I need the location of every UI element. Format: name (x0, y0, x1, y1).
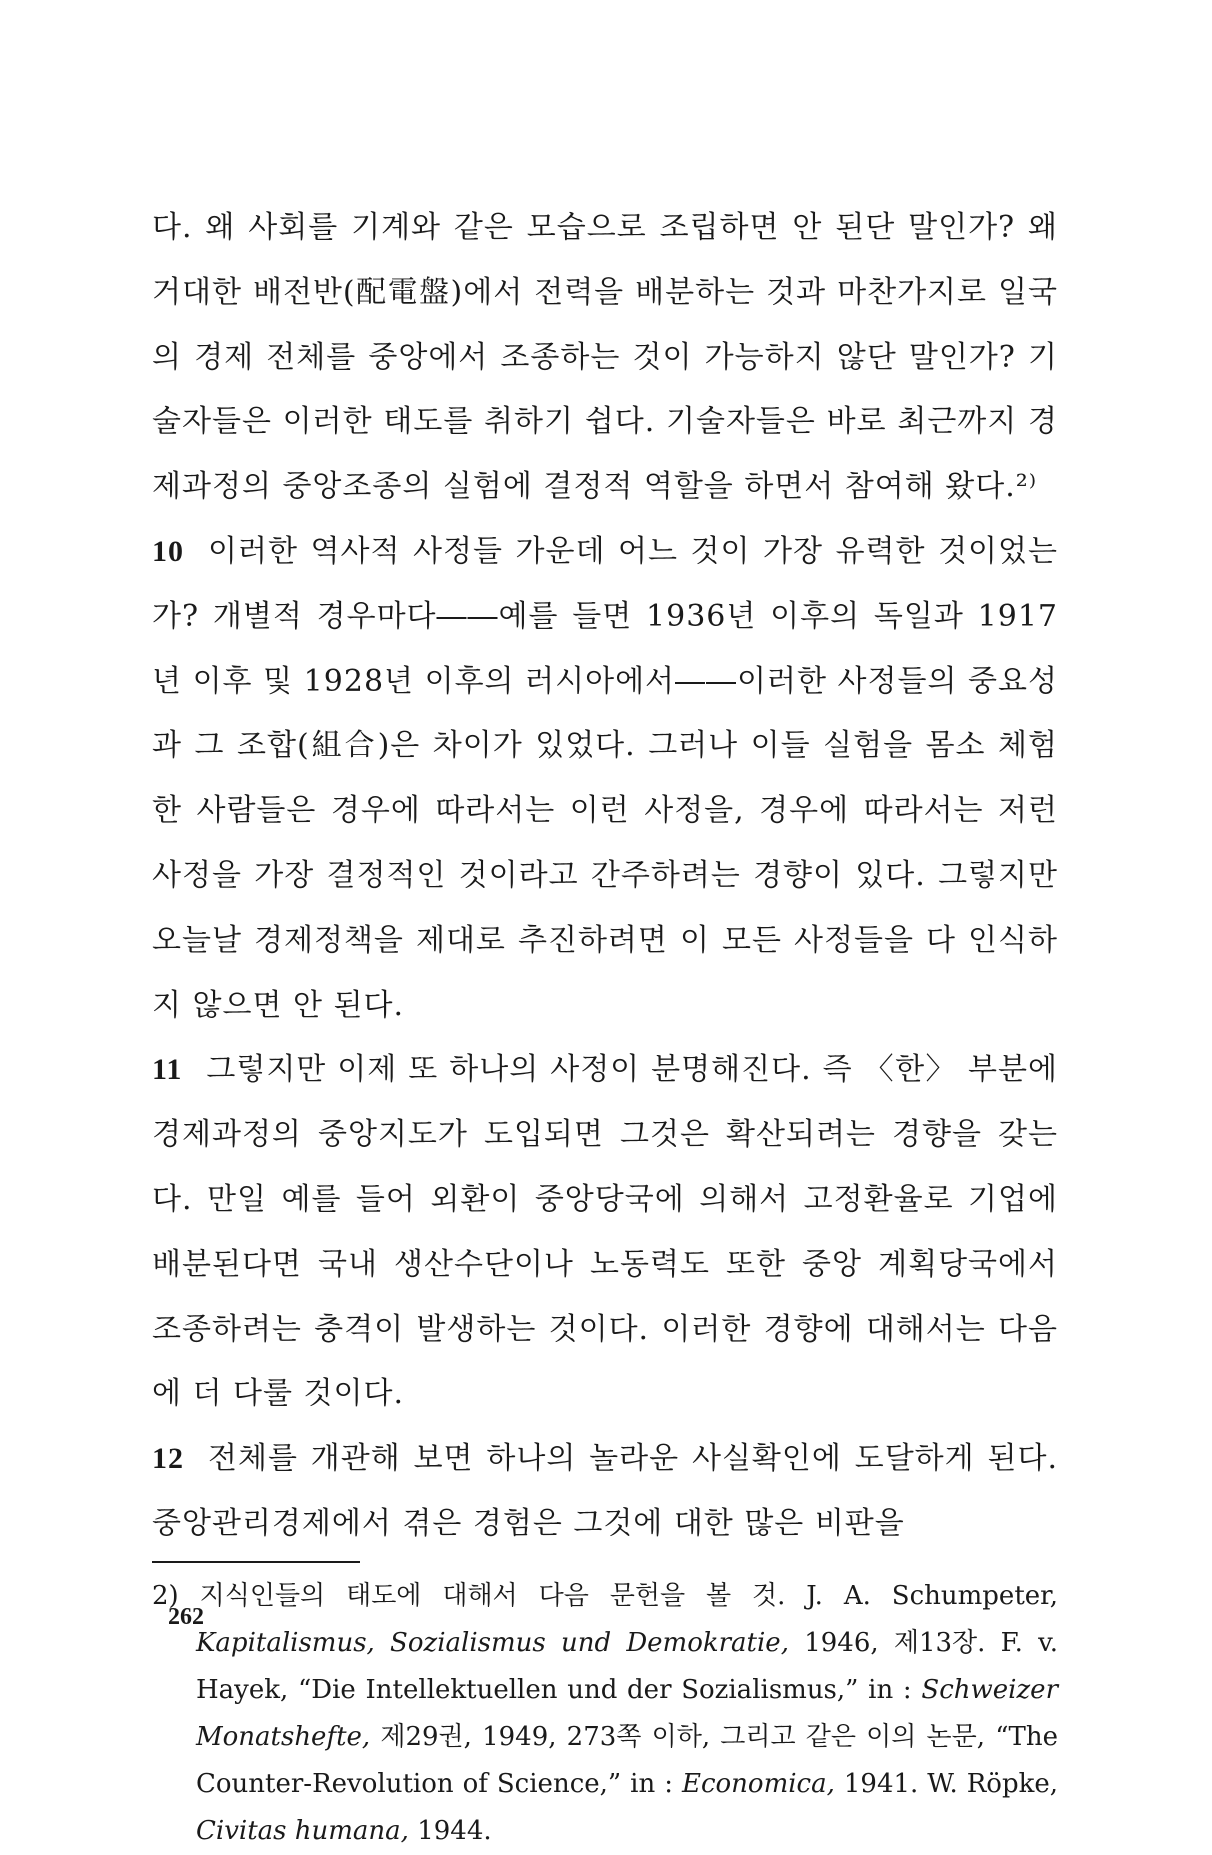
paragraph-text: 전체를 개관해 보면 하나의 놀라운 사실확인에 도달하게 된다. 중앙관리경제에서 겪은 경험은 그것에 대한 많은 비판을 (152, 1441, 1058, 1541)
paragraph-text: 다. 왜 사회를 기계와 같은 모습으로 조립하면 안 된단 말인가? 왜 거대한 배전반(配電盤)에서 전력을 배분하는 것과 마찬가지로 일국의 경제 전체를 중앙에서 조종하는 것이 가능하지 않단 말인가? 기술자들은 이러한 태도를 취하기 쉽다. 기술자들은 바로 최근까지 경제과정의 중앙조종의 실험에 결정적 역할을 하면서 참여해 왔다.²⁾ (152, 210, 1058, 505)
body-text (152, 196, 1058, 1557)
paragraph-number: 11 (152, 1053, 183, 1087)
paragraph-number: 10 (152, 534, 184, 568)
footnote-divider (152, 1561, 360, 1563)
footnote-text: 1941. W. Röpke, (834, 1768, 1058, 1799)
paragraph-11 (152, 1038, 1058, 1427)
page-number: 262 (168, 1604, 204, 1630)
footnote (152, 1573, 1058, 1855)
paragraph-number: 12 (152, 1442, 184, 1476)
page-content (152, 196, 1058, 1855)
footnote-text: 1946, 제13장. F. v. Hayek, “Die Intellektuellen und der Sozialismus,” in : (196, 1627, 1059, 1705)
footnote-text: 1944. (408, 1815, 492, 1846)
paragraph-12 (152, 1427, 1058, 1557)
footnote-marker: 2) (152, 1580, 179, 1611)
paragraph-text: 그렇지만 이제 또 하나의 사정이 분명해진다. 즉 〈한〉 부분에 경제과정의 중앙지도가 도입되면 그것은 확산되려는 경향을 갖는다. 만일 예를 들어 외환이 중앙당국에 의해서 고정환율로 기업에 배분된다면 국내 생산수단이나 노동력도 또한 중앙 계획당국에서 조종하려는 충격이 발생하는 것이다. 이러한 경향에 대해서는 다음에 더 다룰 것이다. (152, 1052, 1058, 1412)
footnote-title: Schweizer Monatshefte, (196, 1674, 1058, 1752)
paragraph-continuation (152, 196, 1058, 520)
footnote-text: 지식인들의 태도에 대해서 다음 문헌을 볼 것. J. A. Schumpeter, (178, 1580, 1058, 1611)
footnote-title: Economica, (681, 1768, 835, 1799)
paragraph-text: 이러한 역사적 사정들 가운데 어느 것이 가장 유력한 것이었는가? 개별적 경우마다――예를 들면 1936년 이후의 독일과 1917년 이후 및 1928년 이후의 러시아에서――이러한 사정들의 중요성과 그 조합(組合)은 차이가 있었다. 그러나 이들 실험을 몸소 체험한 사람들은 경우에 따라서는 이런 사정을, 경우에 따라서는 저런 사정을 가장 결정적인 것이라고 간주하려는 경향이 있다. 그렇지만 오늘날 경제정책을 제대로 추진하려면 이 모든 사정들을 다 인식하지 않으면 안 된다. (152, 533, 1058, 1023)
footnote-title: Kapitalismus, Sozialismus und Demokratie, (196, 1627, 789, 1658)
footnote-text: 제29권, 1949, 273쪽 이하, 그리고 같은 이의 논문, “The Counter-Revolution of Science,” in : (196, 1721, 1058, 1799)
footnote-title: Civitas humana, (196, 1815, 409, 1846)
paragraph-10 (152, 520, 1058, 1038)
